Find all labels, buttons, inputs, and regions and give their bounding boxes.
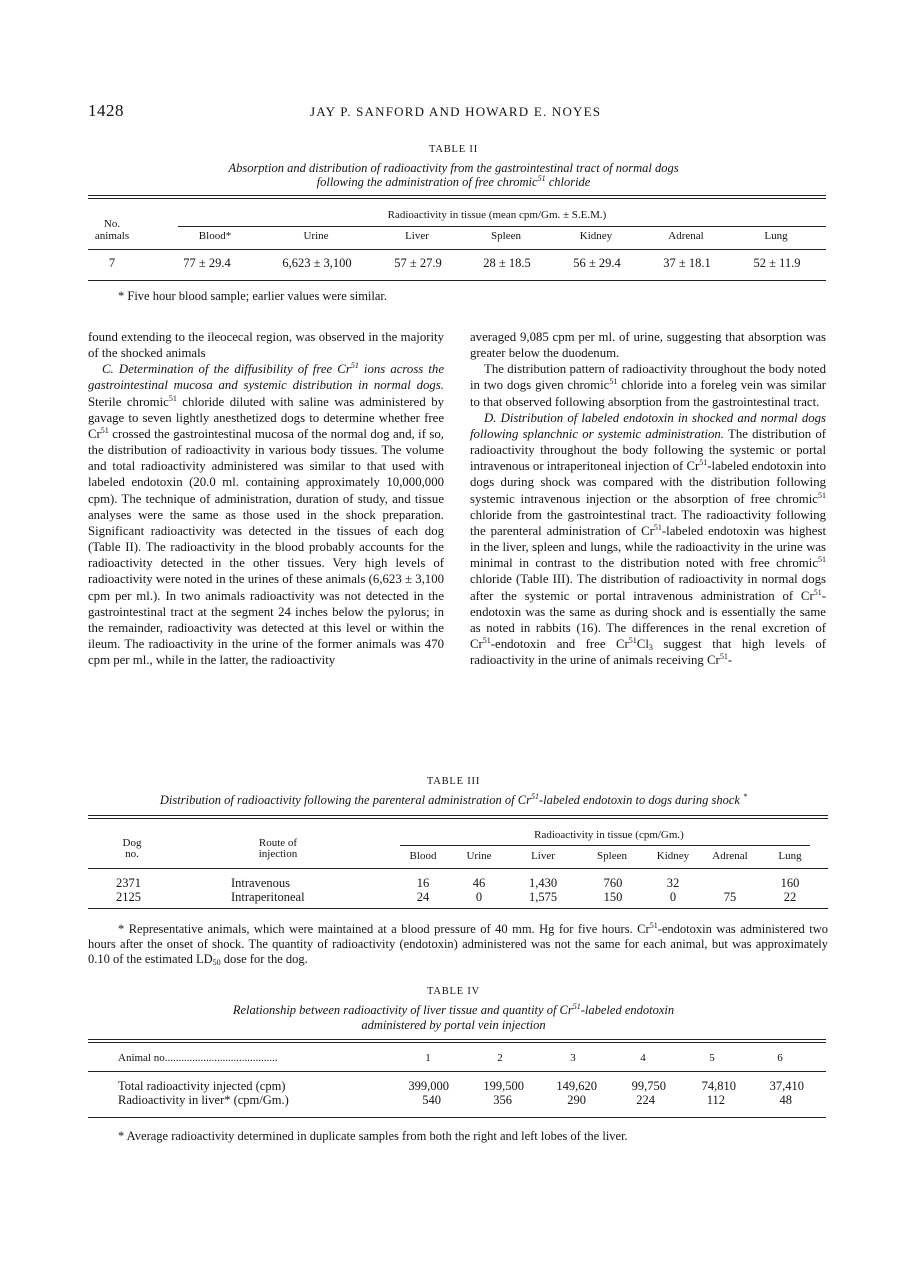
table-3-top-rule bbox=[88, 815, 828, 816]
paragraph-right-2: The distribution pattern of radioactivity throughout the body noted in two dogs given chromic$^{51}$ chloride into a foreleg vein was similar to that observed following absorption from the gastrointestinal tract. bbox=[470, 362, 827, 409]
table-3-col-blood: Blood bbox=[409, 850, 437, 862]
table-3-cell-lung: 160 bbox=[780, 876, 800, 890]
table-3-label: TABLE III bbox=[426, 776, 481, 787]
table-3-cell-blood: 16 bbox=[416, 876, 430, 890]
table-2-col-urine: Urine bbox=[303, 230, 329, 242]
table-2-cell-blood: 77 ± 29.4 bbox=[183, 256, 231, 270]
table-3-col-liver: Liver bbox=[531, 850, 555, 862]
table-2-cell-spleen: 28 ± 18.5 bbox=[483, 256, 531, 270]
body-left-column bbox=[88, 329, 444, 668]
table-4-cell: 540 bbox=[422, 1093, 441, 1107]
table-3-cell-spleen: 150 bbox=[603, 890, 623, 904]
table-4-cell: 74,810 bbox=[701, 1079, 736, 1093]
table-4-cell: 99,750 bbox=[631, 1079, 666, 1093]
table-4-row-label: Total radioactivity injected (cpm) bbox=[118, 1079, 286, 1093]
page-number: 1428 bbox=[88, 101, 124, 120]
table-2-col-spleen: Spleen bbox=[491, 230, 521, 242]
table-4-bottom-rule bbox=[88, 1117, 826, 1118]
table-2-col-adrenal: Adrenal bbox=[668, 230, 704, 242]
table-3-cell-lung: 22 bbox=[783, 890, 797, 904]
section-d-heading: D. Distribution of labeled endotoxin in shocked and normal dogs following splanchnic or systemic administration. bbox=[470, 410, 826, 441]
table-3-cell-dog: 2371 bbox=[116, 876, 141, 890]
table-4-header-label: Animal no......................................... bbox=[118, 1052, 278, 1064]
table-3-bottom-rule bbox=[88, 908, 828, 909]
table-2-caption-line-1: Absorption and distribution of radioactivity from the gastrointestinal tract of normal dogs bbox=[228, 161, 679, 175]
table-3-span-header: Radioactivity in tissue (cpm/Gm.) bbox=[534, 829, 684, 841]
table-3-col-adrenal: Adrenal bbox=[712, 850, 748, 862]
table-3-footnote: * Representative animals, which were maintained at a blood pressure of 40 mm. Hg for five hours. Cr$^{51}$-endotoxin was administered two hours after the onset of shock. The quantity of radioactivity (endotoxin) administered was not the same for each animal, but was approximately 0.10 of the estimated $LD_{50}$ dose for the dog. bbox=[88, 921, 828, 967]
table-3-cell-route: Intravenous bbox=[231, 876, 291, 890]
table-2-col-kidney: Kidney bbox=[579, 230, 613, 242]
table-3-col-urine: Urine bbox=[466, 850, 492, 862]
table-2-col-blood: Blood* bbox=[198, 230, 232, 242]
table-3-col-route: Route of injection bbox=[258, 837, 298, 860]
table-3-span-rule bbox=[400, 845, 810, 846]
table-3-header-rule bbox=[88, 868, 828, 869]
table-4-cell: 399,000 bbox=[408, 1079, 449, 1093]
paragraph-right-1: averaged 9,085 cpm per ml. of urine, suggesting that absorption was greater below the duodenum. bbox=[470, 330, 826, 361]
table-4-cell: 356 bbox=[493, 1093, 512, 1107]
table-3-cell-spleen: 760 bbox=[603, 876, 623, 890]
table-2-cell-adrenal: 37 ± 18.1 bbox=[663, 256, 711, 270]
table-2-col-lung: Lung bbox=[764, 230, 788, 242]
table-3-col-dog: Dog no. bbox=[122, 837, 142, 860]
table-4-caption-line-1: Relationship between radioactivity of liver tissue and quantity of Cr$^{51}$-labeled endotoxin bbox=[232, 1002, 675, 1017]
table-2-cell-animals: 7 bbox=[108, 256, 116, 270]
table-3-top-rule-double bbox=[88, 818, 828, 819]
paragraph-section-c: C. Determination of the diffusibility of free Cr$^{51}$ ions across the gastrointestinal mucosa and systemic distribution in normal dogs. Sterile chromic$^{51}$ chloride diluted with saline was administered by gavage to seven lightly anesthetized dogs to determine whether free Cr$^{51}$ crossed the gastrointestinal mucosa of the normal dog and, if so, the distribution of radioactivity in various body tissues. The volume and total radioactivity administered was similar to that used with labeled endotoxin (20.0 ml. containing approximately 10,000,000 cpm). The technique of administration, duration of study, and tissue analyses were the same as those used in the shock preparation. Significant radioactivity was detected in the tissues of each dog (Table II). The radioactivity in the blood probably accounts for the radioactivity detected in the other tissues. Very high levels of radioactivity were noted in the urines of these animals (6,623 ± 3,100 cpm per ml.). In two animals radioactivity was not detected in the gastrointestinal tract at the segment 24 inches below the pylorus; in the remainder, radioactivity was detected at this level or within the ileum. The radioactivity in the urine of the former animals was 470 cpm per ml., while in the latter, the radioactivity bbox=[88, 361, 445, 668]
section-c-heading: C. Determination of the diffusibility of free Cr$^{51}$ ions across the gastrointestinal mucosa and systemic distribution in normal dogs. bbox=[88, 361, 444, 393]
table-3-cell-urine: 46 bbox=[472, 876, 486, 890]
table-3-cell-urine: 0 bbox=[475, 890, 483, 904]
table-4-cell: 290 bbox=[567, 1093, 586, 1107]
table-3-cell-liver: 1,430 bbox=[528, 876, 558, 890]
table-2-cell-lung: 52 ± 11.9 bbox=[753, 256, 801, 270]
table-2-span-rule bbox=[178, 226, 826, 227]
table-4-animal-1: 1 bbox=[425, 1052, 431, 1064]
running-head-authors: JAY P. SANFORD AND HOWARD E. NOYES bbox=[310, 104, 602, 119]
table-3-caption: Distribution of radioactivity following the parenteral administration of Cr$^{51}$-labeled endotoxin to dogs during shock * bbox=[159, 792, 748, 807]
table-2-label: TABLE II bbox=[428, 144, 478, 155]
table-4-header-rule bbox=[88, 1071, 826, 1072]
table-4-animal-6: 6 bbox=[777, 1052, 783, 1064]
table-4-top-rule bbox=[88, 1039, 826, 1040]
table-3-cell-adrenal: 75 bbox=[723, 890, 737, 904]
table-2-cell-urine: 6,623 ± 3,100 bbox=[282, 256, 352, 270]
table-3-cell-liver: 1,575 bbox=[528, 890, 558, 904]
table-2-top-rule-double bbox=[88, 198, 826, 199]
table-4-animal-2: 2 bbox=[497, 1052, 503, 1064]
table-2-span-header: Radioactivity in tissue (mean cpm/Gm. ± S.E.M.) bbox=[387, 209, 607, 221]
table-3-cell-dog: 2125 bbox=[116, 890, 141, 904]
table-3-col-lung: Lung bbox=[778, 850, 802, 862]
table-4-caption-line-2: administered by portal vein injection bbox=[361, 1018, 546, 1032]
table-4-cell: 48 bbox=[779, 1093, 792, 1107]
table-4-top-rule-double bbox=[88, 1042, 826, 1043]
table-4-cell: 199,500 bbox=[483, 1079, 524, 1093]
table-4-cell: 224 bbox=[636, 1093, 655, 1107]
table-3-cell-kidney: 0 bbox=[669, 890, 677, 904]
table-4-cell: 112 bbox=[706, 1093, 725, 1107]
table-4-footnote: * Average radioactivity determined in duplicate samples from both the right and left lobes of the liver. bbox=[118, 1129, 628, 1143]
table-4-row-label: Radioactivity in liver* (cpm/Gm.) bbox=[118, 1093, 289, 1107]
table-3-col-spleen: Spleen bbox=[597, 850, 627, 862]
table-2-col-liver: Liver bbox=[405, 230, 429, 242]
table-2-top-rule bbox=[88, 195, 826, 196]
table-4-animal-4: 4 bbox=[640, 1052, 646, 1064]
table-4-animal-5: 5 bbox=[709, 1052, 715, 1064]
paragraph-left-1: found extending to the ileocecal region, was observed in the majority of the shocked animals bbox=[88, 330, 444, 361]
table-3-cell-blood: 24 bbox=[416, 890, 430, 904]
table-4-cell: 37,410 bbox=[769, 1079, 804, 1093]
table-2-bottom-rule bbox=[88, 280, 826, 281]
table-3-cell-route: Intraperitoneal bbox=[231, 890, 305, 904]
table-2-row-header: No. animals bbox=[94, 218, 130, 242]
table-2-cell-kidney: 56 ± 29.4 bbox=[573, 256, 621, 270]
paragraph-section-d: D. Distribution of labeled endotoxin in shocked and normal dogs following splanchnic or systemic administration. The distribution of radioactivity throughout the body following the systemic or portal intravenous or intraperitoneal injection of Cr$^{51}$-labeled endotoxin into dogs during shock was compared with the distribution following systemic intravenous injection or the absorption of free chromic$^{51}$ chloride from the gastrointestinal tract. The radioactivity following the parenteral administration of Cr$^{51}$-labeled endotoxin was highest in the liver, spleen and lungs, while the radioactivity in the urine was minimal in contrast to the distribution noted with free chromic$^{51}$ chloride (Table III). The distribution of radioactivity in normal dogs after the systemic or portal intravenous administration of Cr$^{51}$-endotoxin was the same as during shock and is essentially the same as noted in rabbits (16). The differences in the renal excretion of Cr$^{51}$-endotoxin and free $Cr^{51}Cl_3$ suggest that high levels of radioactivity in the urine of animals receiving Cr$^{51}$- bbox=[470, 410, 827, 668]
table-2-footnote: * Five hour blood sample; earlier values were similar. bbox=[118, 289, 388, 303]
table-2-cell-liver: 57 ± 27.9 bbox=[394, 256, 442, 270]
table-2-header-rule bbox=[88, 249, 826, 250]
table-2-caption-line-2: following the administration of free chromic$^{51}$ chloride bbox=[316, 174, 591, 189]
body-right-column bbox=[470, 329, 826, 668]
table-4-cell: 149,620 bbox=[556, 1079, 597, 1093]
table-3-cell-kidney: 32 bbox=[666, 876, 680, 890]
table-4-label: TABLE IV bbox=[426, 986, 481, 997]
table-4-animal-3: 3 bbox=[570, 1052, 576, 1064]
table-3-col-kidney: Kidney bbox=[656, 850, 690, 862]
